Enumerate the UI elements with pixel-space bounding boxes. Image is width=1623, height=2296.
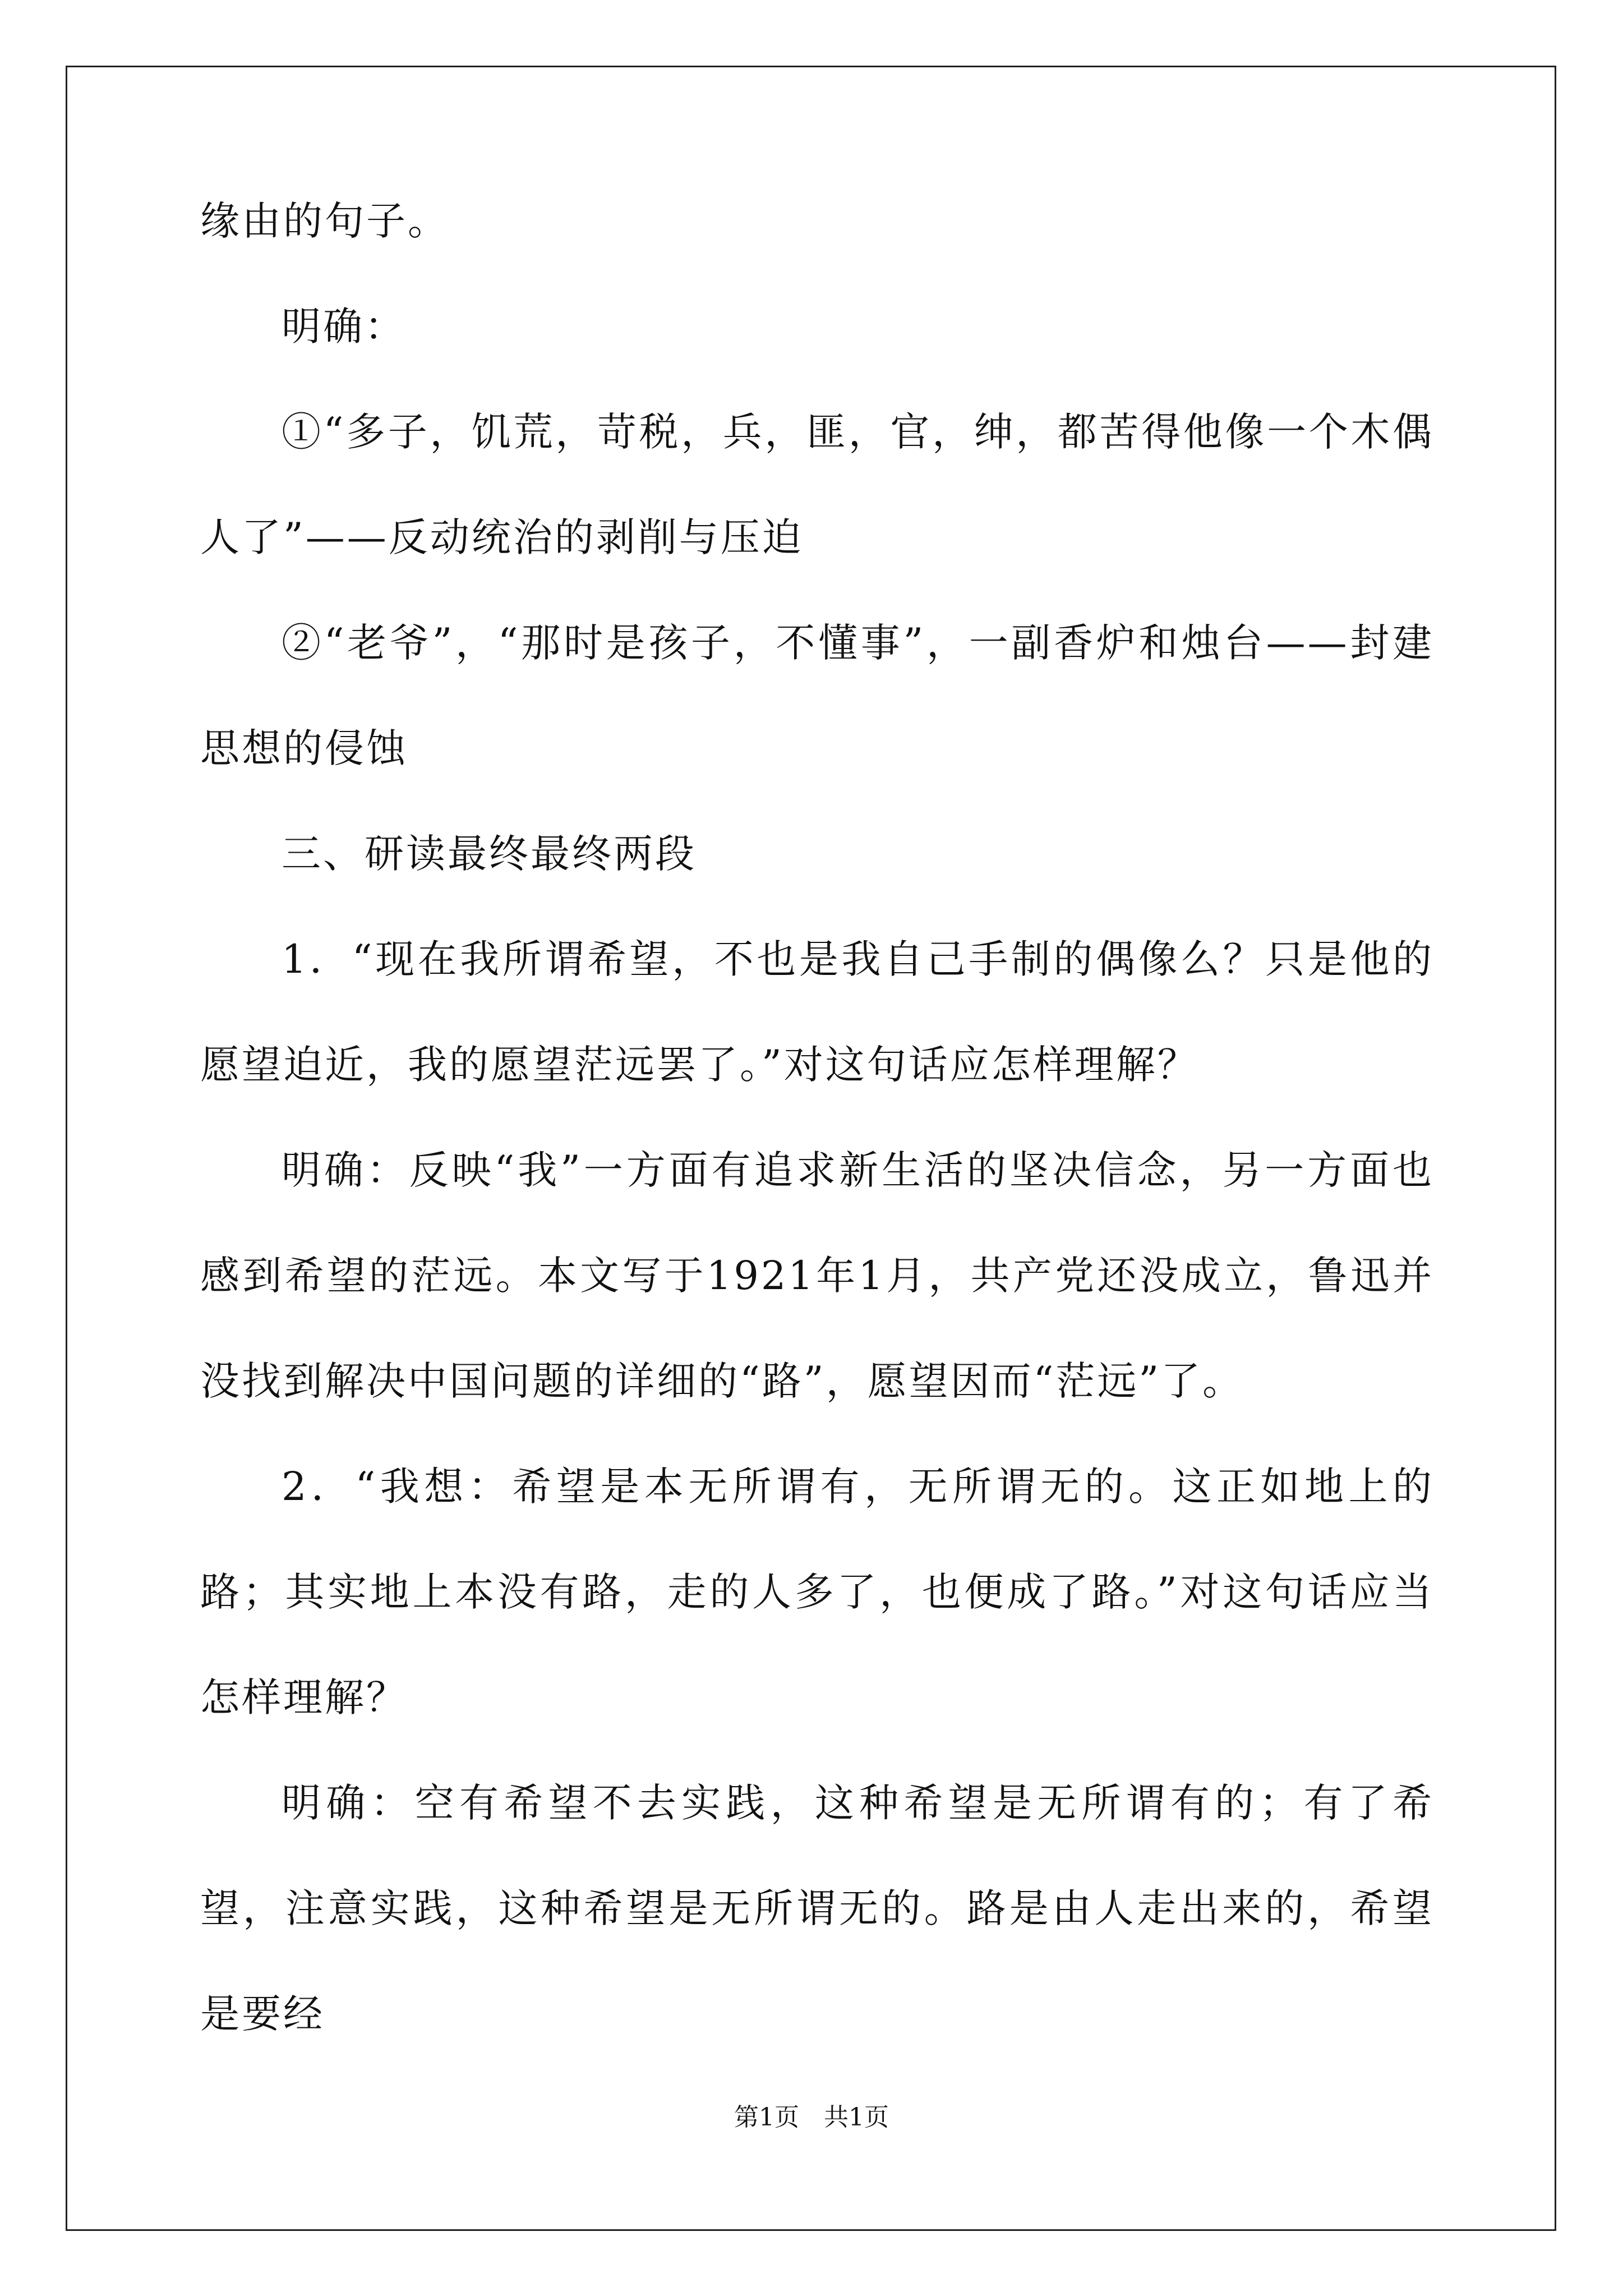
page-footer: 第1页 共1页	[734, 2103, 889, 2132]
paragraph-5: 三、研读最终最终两段	[282, 831, 697, 877]
paragraph-2: 明确：	[282, 303, 406, 349]
paragraph-8: 2．“我想：希望是本无所谓有，无所谓无的。这正如地上的路；其实地上本没有路，走的人多了，也便成了路。”对这句话应当怎样理解？	[200, 1464, 1434, 1720]
paragraph-3: ①“多子，饥荒，苛税，兵，匪，官，绅，都苦得他像一个木偶人了”——反动统治的剥削与压迫	[200, 409, 1434, 560]
paragraph-7: 明确：反映“我”一方面有追求新生活的坚决信念，另一方面也感到希望的茫远。本文写于1921年1月，共产党还没成立，鲁迅并没找到解决中国问题的详细的“路”，愿望因而“茫远”了。	[200, 1147, 1434, 1404]
document-body	[200, 168, 1434, 2067]
paragraph-6: 1．“现在我所谓希望，不也是我自己手制的偶像么？只是他的愿望迫近，我的愿望茫远罢了。”对这句话应怎样理解？	[200, 936, 1434, 1088]
paragraph-9: 明确：空有希望不去实践，这种希望是无所谓有的；有了希望，注意实践，这种希望是无所谓无的。路是由人走出来的，希望是要经	[200, 1780, 1434, 2037]
paragraph-1: 缘由的句子。	[200, 198, 449, 244]
paragraph-4: ②“老爷”，“那时是孩子，不懂事”，一副香炉和烛台——封建思想的侵蚀	[200, 620, 1434, 771]
